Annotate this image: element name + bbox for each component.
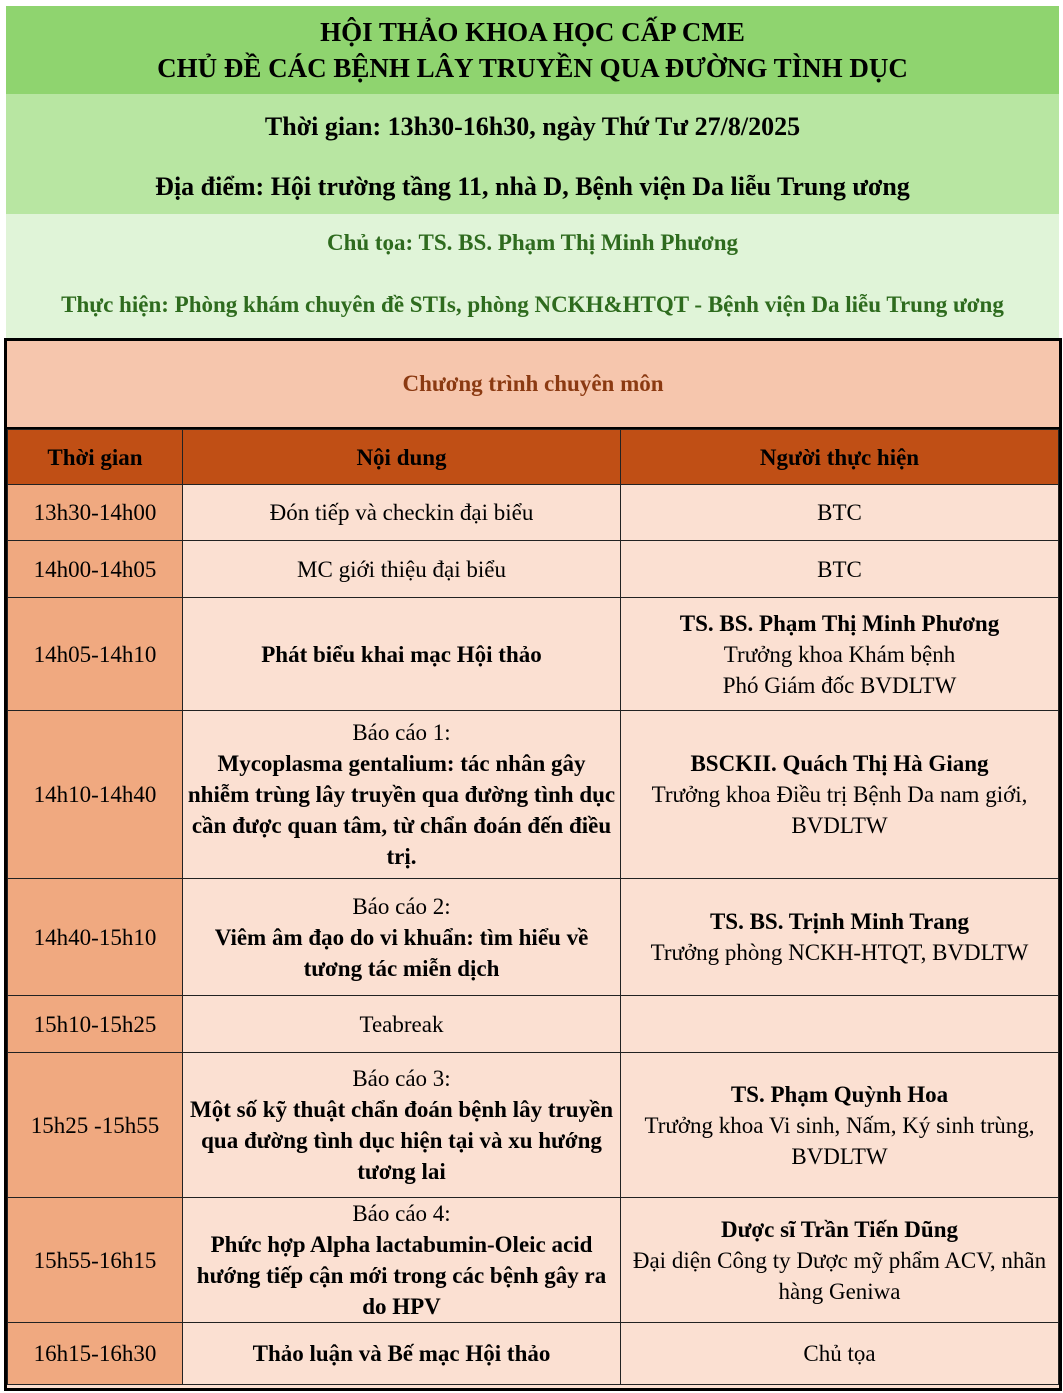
row-time: 14h10-14h40 (8, 711, 183, 879)
row-time: 14h05-14h10 (8, 598, 183, 711)
table-row (8, 541, 1059, 598)
table-row (8, 485, 1059, 541)
row-presenter (621, 485, 1059, 541)
content-text: Thảo luận và Bế mạc Hội thảo (252, 1341, 551, 1366)
table-header-row (8, 430, 1059, 485)
presenter-name: TS. BS. Phạm Thị Minh Phương (679, 610, 1000, 636)
event-executor: Thực hiện: Phòng khám chuyên đề STIs, phòng NCKH&HTQT - Bệnh viện Da liễu Trung ương (61, 292, 1004, 317)
table-row (8, 996, 1059, 1053)
content-text: Teabreak (359, 1011, 444, 1037)
presenter-role: BTC (817, 556, 862, 582)
report-label: Báo cáo 3: (352, 1066, 451, 1091)
report-label: Báo cáo 2: (352, 893, 451, 919)
presenter-role: Chủ tọa (803, 1341, 876, 1366)
info-banner (6, 94, 1059, 214)
presenter-name: Dược sĩ Trần Tiến Dũng (720, 1216, 958, 1242)
chair-banner (6, 214, 1059, 338)
presenter-role: Đại diện Công ty Dược mỹ phẩm ACV, nhãn hàng Geniwa (632, 1247, 1047, 1304)
row-time: 13h30-14h00 (8, 485, 183, 541)
row-presenter (621, 996, 1059, 1053)
event-time: Thời gian: 13h30-16h30, ngày Thứ Tư 27/8/2025 (264, 112, 801, 141)
row-content (183, 879, 621, 996)
title-line-2: CHỦ ĐỀ CÁC BỆNH LÂY TRUYỀN QUA ĐƯỜNG TÌNH DỤC (157, 53, 908, 83)
row-presenter (621, 598, 1059, 711)
program-title: Chương trình chuyên môn (7, 341, 1059, 429)
report-label: Báo cáo 1: (352, 720, 451, 745)
table-row (8, 598, 1059, 711)
presenter-role: BTC (817, 500, 862, 525)
report-label: Báo cáo 4: (352, 1201, 451, 1226)
row-content (183, 1323, 621, 1385)
row-presenter (621, 1198, 1059, 1323)
table-row (8, 711, 1059, 879)
presenter-role: Trưởng khoa Vi sinh, Nấm, Ký sinh trùng, BVDLTW (644, 1112, 1035, 1169)
content-text: Mycoplasma gentalium: tác nhân gây nhiễm trùng lây truyền qua đường tình dục cần được quan tâm, từ chẩn đoán đến điều trị. (187, 751, 616, 869)
row-content (183, 1053, 621, 1198)
column-header-content: Nội dung (183, 430, 621, 485)
table-row (8, 1053, 1059, 1198)
row-time: 15h10-15h25 (8, 996, 183, 1053)
presenter-name: TS. Phạm Quỳnh Hoa (730, 1081, 949, 1107)
content-text: MC giới thiệu đại biểu (297, 556, 506, 582)
row-time: 15h55-16h15 (8, 1198, 183, 1323)
program-table (7, 429, 1059, 1385)
row-content (183, 541, 621, 598)
presenter-role: Trưởng khoa Khám bệnh Phó Giám đốc BVDLTW (722, 641, 957, 698)
row-presenter (621, 879, 1059, 996)
row-time: 15h25 -15h55 (8, 1053, 183, 1198)
row-presenter (621, 541, 1059, 598)
row-content (183, 1198, 621, 1323)
row-presenter (621, 1053, 1059, 1198)
table-row (8, 1198, 1059, 1323)
title-line-1: HỘI THẢO KHOA HỌC CẤP CME (320, 17, 745, 47)
content-text: Viêm âm đạo do vi khuẩn: tìm hiểu về tương tác miễn dịch (214, 924, 589, 981)
column-header-time: Thời gian (8, 430, 183, 485)
row-content (183, 485, 621, 541)
presenter-role: Trưởng khoa Điều trị Bệnh Da nam giới, BVDLTW (651, 782, 1028, 838)
presenter-role: Trưởng phòng NCKH-HTQT, BVDLTW (650, 940, 1029, 965)
row-time: 14h40-15h10 (8, 879, 183, 996)
presenter-name: TS. BS. Trịnh Minh Trang (709, 909, 970, 934)
row-presenter (621, 711, 1059, 879)
column-header-presenter: Người thực hiện (621, 430, 1059, 485)
content-text: Phức hợp Alpha lactabumin-Oleic acid hướng tiếp cận mới trong các bệnh gây ra do HPV (196, 1232, 607, 1319)
row-presenter (621, 1323, 1059, 1385)
event-chair: Chủ tọa: TS. BS. Phạm Thị Minh Phương (326, 230, 739, 255)
presenter-name: BSCKII. Quách Thị Hà Giang (690, 751, 989, 776)
row-time: 16h15-16h30 (8, 1323, 183, 1385)
row-content (183, 996, 621, 1053)
title-banner (6, 6, 1059, 94)
table-row (8, 879, 1059, 996)
content-text: Phát biểu khai mạc Hội thảo (261, 641, 542, 667)
event-place: Địa điểm: Hội trường tầng 11, nhà D, Bệnh viện Da liễu Trung ương (155, 172, 910, 201)
row-time: 14h00-14h05 (8, 541, 183, 598)
program-table-container (4, 338, 1062, 1391)
row-content (183, 598, 621, 711)
content-text: Đón tiếp và checkin đại biểu (269, 500, 534, 525)
content-text: Một số kỹ thuật chẩn đoán bệnh lây truyền qua đường tình dục hiện tại và xu hướng tương lai (189, 1097, 614, 1184)
table-row (8, 1323, 1059, 1385)
row-content (183, 711, 621, 879)
